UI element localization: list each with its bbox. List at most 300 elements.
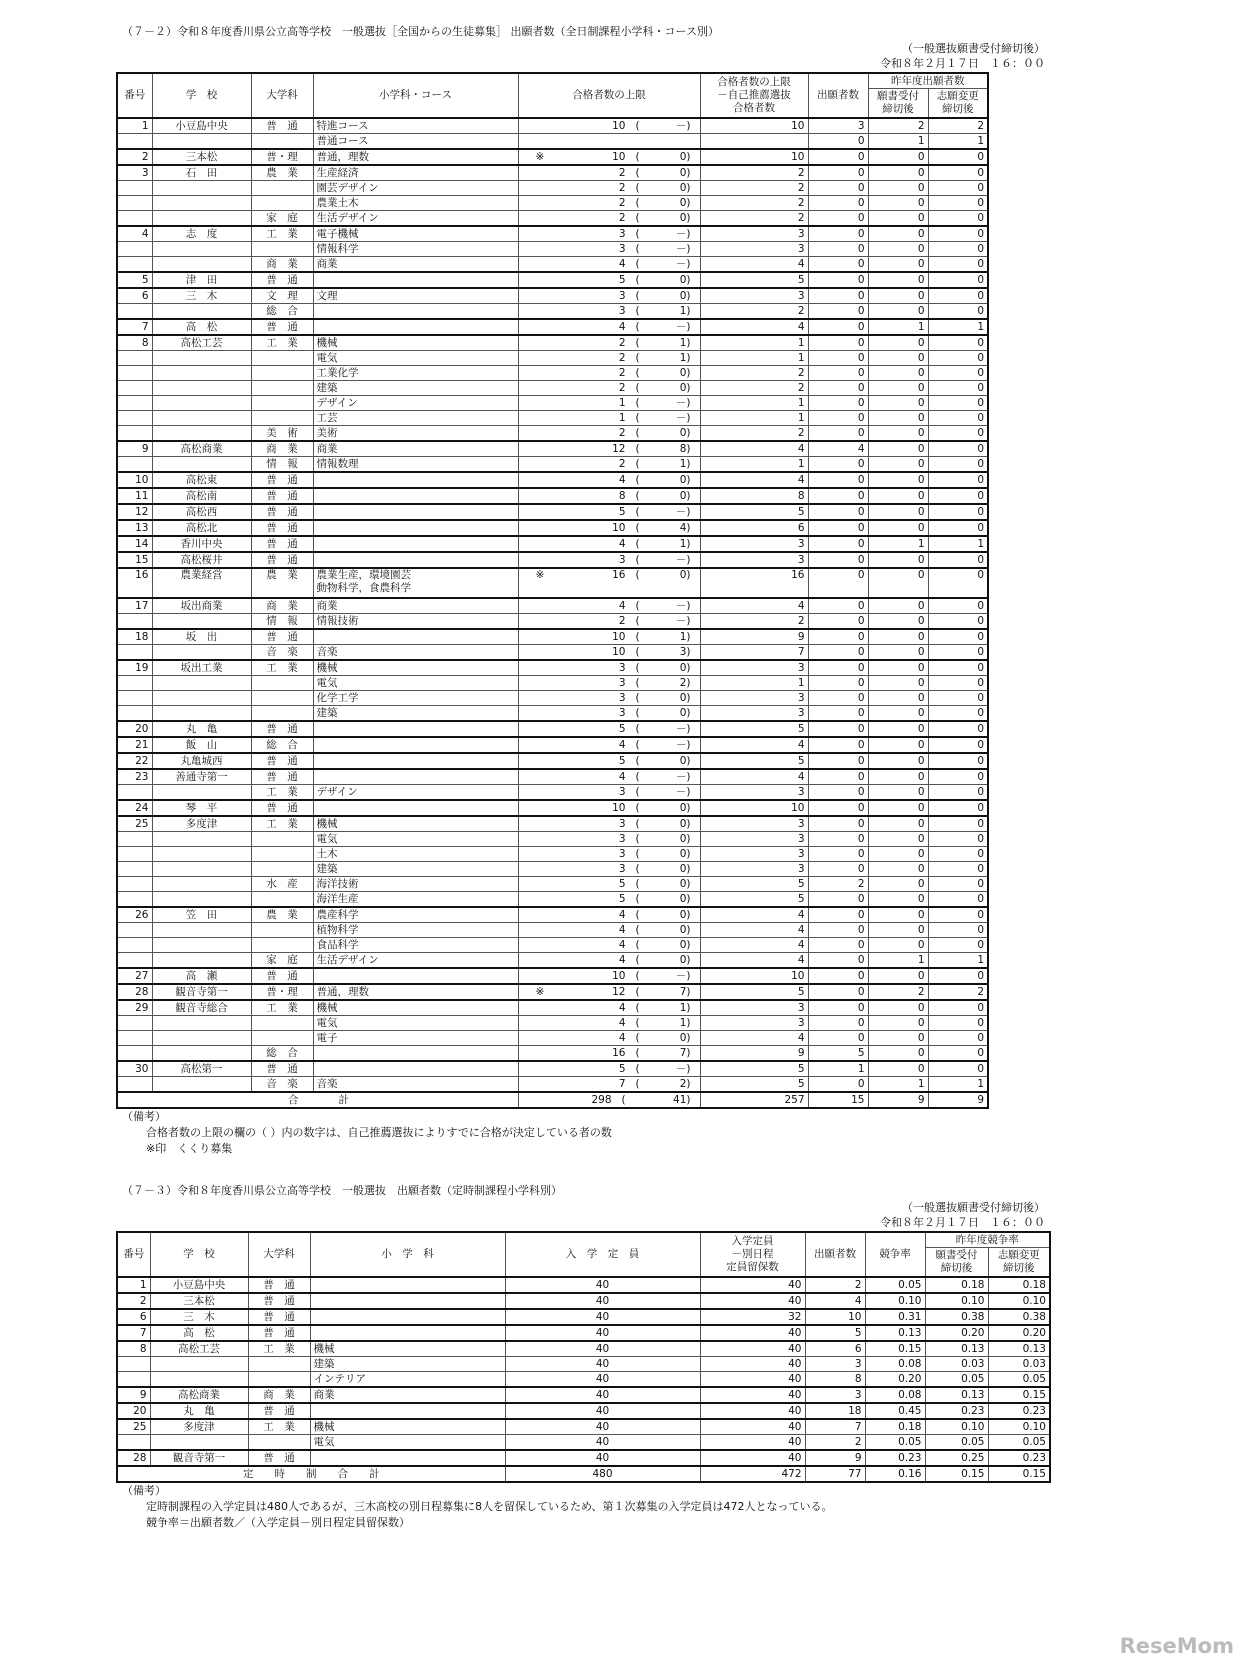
limit-cell bbox=[518, 304, 700, 320]
net-capacity: 40 bbox=[700, 1277, 805, 1293]
prior-accepted: － bbox=[675, 411, 687, 424]
net-limit: 2 bbox=[700, 196, 808, 211]
kukuri-mark bbox=[522, 458, 596, 471]
prev-receipt: 0 bbox=[868, 629, 928, 645]
limit-value: 10 bbox=[612, 969, 626, 982]
net-limit: 1 bbox=[700, 411, 808, 426]
prev-change: 0 bbox=[928, 335, 988, 351]
limit-cell bbox=[518, 257, 700, 273]
limit-value: 5 bbox=[618, 754, 626, 767]
prev-change: 0 bbox=[928, 907, 988, 923]
limit-cell bbox=[518, 862, 700, 877]
applicants: 0 bbox=[808, 257, 868, 273]
capacity: 40 bbox=[505, 1387, 700, 1403]
row-number: 29 bbox=[117, 1000, 152, 1016]
applicants: 0 bbox=[808, 134, 868, 150]
applicants: 0 bbox=[808, 319, 868, 335]
paren: ) bbox=[686, 923, 691, 936]
prev-receipt: 0 bbox=[868, 907, 928, 923]
course: 建築 bbox=[313, 706, 518, 722]
department bbox=[251, 1016, 313, 1031]
paren: ( bbox=[635, 754, 640, 767]
prev-change: 0.23 bbox=[988, 1403, 1050, 1419]
department: 総 合 bbox=[251, 304, 313, 320]
prior-accepted: 0 bbox=[679, 569, 687, 581]
limit-value: 4 bbox=[618, 537, 626, 550]
prior-accepted: 0 bbox=[679, 273, 687, 286]
prev-receipt: 0 bbox=[868, 645, 928, 661]
course bbox=[313, 488, 518, 504]
paren: ( bbox=[635, 1046, 640, 1059]
applicants: 0 bbox=[808, 1031, 868, 1046]
course: 機械 bbox=[310, 1419, 505, 1435]
table-row bbox=[117, 1293, 1050, 1309]
course bbox=[310, 1403, 505, 1419]
school-name: 高松南 bbox=[152, 488, 251, 504]
prev-receipt: 0 bbox=[868, 614, 928, 630]
total-ratio: 0.16 bbox=[865, 1466, 925, 1482]
prev-change: 0 bbox=[928, 568, 988, 598]
applicants: 10 bbox=[805, 1309, 865, 1325]
applicants: 0 bbox=[808, 366, 868, 381]
applicants: 9 bbox=[805, 1450, 865, 1466]
net-capacity: 32 bbox=[700, 1309, 805, 1325]
department bbox=[251, 676, 313, 691]
table-row bbox=[117, 472, 988, 488]
limit-value: 4 bbox=[618, 923, 626, 936]
limit-value: 12 bbox=[612, 985, 626, 998]
applicants: 0 bbox=[808, 984, 868, 1000]
paren: ) bbox=[686, 289, 691, 302]
course: 海洋技術 bbox=[313, 877, 518, 892]
prev-change: 1 bbox=[928, 134, 988, 150]
paren: ( bbox=[635, 457, 640, 470]
kukuri-mark bbox=[522, 939, 596, 952]
prev-receipt: 2 bbox=[868, 118, 928, 134]
department bbox=[251, 381, 313, 396]
course: 生産経済 bbox=[313, 165, 518, 181]
ratio: 0.05 bbox=[865, 1277, 925, 1293]
paren: ) bbox=[686, 862, 691, 875]
prev-change: 0 bbox=[928, 304, 988, 320]
applicants: 2 bbox=[808, 877, 868, 892]
applicants: 0 bbox=[808, 552, 868, 568]
net-limit: 2 bbox=[700, 366, 808, 381]
course bbox=[310, 1309, 505, 1325]
applicants: 0 bbox=[808, 568, 868, 598]
prev-change: 0.05 bbox=[988, 1372, 1050, 1388]
limit-value: 3 bbox=[618, 553, 626, 566]
limit-cell bbox=[518, 226, 700, 242]
course: 機械 bbox=[313, 660, 518, 676]
net-limit: 5 bbox=[700, 1061, 808, 1077]
limit-value: 2 bbox=[618, 336, 626, 349]
row-number: 15 bbox=[117, 552, 152, 568]
prev-receipt: 0.10 bbox=[925, 1293, 988, 1309]
prev-receipt: 0 bbox=[868, 149, 928, 165]
table-row bbox=[117, 800, 988, 816]
applicants: 0 bbox=[808, 335, 868, 351]
course: 機械 bbox=[313, 816, 518, 832]
applicants: 0 bbox=[808, 598, 868, 614]
row-number bbox=[117, 862, 152, 877]
course: 商業 bbox=[313, 441, 518, 457]
row-number: 14 bbox=[117, 536, 152, 552]
net-capacity: 40 bbox=[700, 1357, 805, 1372]
paren: ( bbox=[635, 336, 640, 349]
ratio: 0.15 bbox=[865, 1341, 925, 1357]
limit-value: 7 bbox=[618, 1077, 626, 1090]
kukuri-mark bbox=[522, 771, 596, 784]
prev-change: 0 bbox=[928, 381, 988, 396]
paren: ( bbox=[635, 505, 640, 518]
applicants: 8 bbox=[805, 1372, 865, 1388]
prev-receipt: 0 bbox=[868, 520, 928, 536]
net-capacity: 40 bbox=[700, 1435, 805, 1451]
school-name: 高松西 bbox=[152, 504, 251, 520]
prior-accepted: 0 bbox=[679, 892, 687, 905]
table-row bbox=[117, 614, 988, 630]
kukuri-mark bbox=[522, 848, 596, 861]
limit-value: 4 bbox=[618, 257, 626, 270]
department: 音 楽 bbox=[251, 1077, 313, 1093]
capacity: 40 bbox=[505, 1450, 700, 1466]
row-number: 20 bbox=[117, 721, 152, 737]
course: デザイン bbox=[313, 785, 518, 801]
kukuri-mark bbox=[522, 522, 596, 535]
prev-change: 0 bbox=[928, 426, 988, 442]
limit-cell bbox=[518, 938, 700, 953]
paren: ) bbox=[686, 351, 691, 364]
prev-change: 0 bbox=[928, 242, 988, 257]
table-row bbox=[117, 769, 988, 785]
course: 普通，理数 bbox=[313, 984, 518, 1000]
kukuri-mark bbox=[522, 182, 596, 195]
paren: ( bbox=[635, 938, 640, 951]
prev-change: 0 bbox=[928, 520, 988, 536]
row-number bbox=[117, 614, 152, 630]
row-number bbox=[117, 134, 152, 150]
prior-accepted: 0 bbox=[679, 706, 687, 719]
prior-accepted: 0 bbox=[679, 196, 687, 209]
school-name bbox=[150, 1372, 248, 1388]
net-capacity: 40 bbox=[700, 1403, 805, 1419]
row-number bbox=[117, 892, 152, 908]
limit-cell bbox=[518, 706, 700, 722]
net-limit: 4 bbox=[700, 769, 808, 785]
row-number bbox=[117, 304, 152, 320]
section-fulltime bbox=[116, 24, 1051, 1157]
table-row bbox=[117, 645, 988, 661]
paren: ) bbox=[686, 676, 691, 689]
school-name bbox=[150, 1357, 248, 1372]
prev-change: 2 bbox=[928, 984, 988, 1000]
paren: ) bbox=[686, 630, 691, 643]
limit-value: 5 bbox=[618, 505, 626, 518]
prev-change: 0 bbox=[928, 457, 988, 473]
paren: ( bbox=[635, 614, 640, 627]
department: 普 通 bbox=[251, 272, 313, 288]
department: 情 報 bbox=[251, 457, 313, 473]
kukuri-mark bbox=[522, 833, 596, 846]
department bbox=[251, 832, 313, 847]
net-limit: 16 bbox=[700, 568, 808, 598]
paren: ( bbox=[635, 442, 640, 455]
school-name: 高松桜井 bbox=[152, 552, 251, 568]
limit-cell bbox=[518, 134, 700, 150]
applicants: 0 bbox=[808, 938, 868, 953]
limit-value: 2 bbox=[618, 211, 626, 224]
applicants: 0 bbox=[808, 1000, 868, 1016]
prev-change: 0 bbox=[928, 923, 988, 938]
applicants: 18 bbox=[805, 1403, 865, 1419]
ratio: 0.31 bbox=[865, 1309, 925, 1325]
school-name: 高 瀬 bbox=[152, 968, 251, 984]
paren: ( bbox=[635, 569, 640, 581]
prev-change: 0 bbox=[928, 351, 988, 366]
school-name: 高松第一 bbox=[152, 1061, 251, 1077]
department: 商 業 bbox=[251, 441, 313, 457]
kukuri-mark bbox=[522, 600, 596, 613]
paren: ( bbox=[635, 227, 640, 240]
limit-value: 8 bbox=[618, 489, 626, 502]
course: 商業 bbox=[313, 598, 518, 614]
limit-cell bbox=[518, 1061, 700, 1077]
prev-change: 1 bbox=[928, 536, 988, 552]
paren: ( bbox=[635, 862, 640, 875]
row-number bbox=[117, 923, 152, 938]
limit-value: 3 bbox=[618, 832, 626, 845]
limit-value: 4 bbox=[618, 953, 626, 966]
prev-receipt: 0 bbox=[868, 472, 928, 488]
course: 化学工学 bbox=[313, 691, 518, 706]
kukuri-mark bbox=[522, 321, 596, 334]
prev-receipt: 0 bbox=[868, 335, 928, 351]
table-row bbox=[117, 598, 988, 614]
school-name bbox=[152, 426, 251, 442]
net-limit: 1 bbox=[700, 351, 808, 366]
net-limit: 4 bbox=[700, 441, 808, 457]
school-name: 志 度 bbox=[152, 226, 251, 242]
table-row bbox=[117, 134, 988, 150]
paren: ) bbox=[686, 691, 691, 704]
table-row bbox=[117, 1277, 1050, 1293]
paren: ) bbox=[686, 381, 691, 394]
department bbox=[248, 1372, 310, 1388]
kukuri-mark bbox=[522, 538, 596, 551]
prev-receipt: 0.13 bbox=[925, 1387, 988, 1403]
limit-cell bbox=[518, 411, 700, 426]
prev-change: 0 bbox=[928, 1000, 988, 1016]
limit-cell bbox=[518, 118, 700, 134]
course: 食品科学 bbox=[313, 938, 518, 953]
school-name: 観音寺総合 bbox=[152, 1000, 251, 1016]
limit-cell bbox=[518, 536, 700, 552]
prev-change: 0 bbox=[928, 629, 988, 645]
prior-accepted: 0 bbox=[679, 923, 687, 936]
net-limit: 2 bbox=[700, 304, 808, 320]
course: 農業生産，環境園芸 動物科学，食農科学 bbox=[313, 568, 518, 598]
limit-value: 3 bbox=[618, 304, 626, 317]
row-number: 27 bbox=[117, 968, 152, 984]
school-name bbox=[152, 381, 251, 396]
paren: ) bbox=[686, 847, 691, 860]
prev-change: 0 bbox=[928, 862, 988, 877]
applicants: 1 bbox=[808, 1061, 868, 1077]
paren: ( bbox=[635, 196, 640, 209]
table-row bbox=[117, 1435, 1050, 1451]
limit-value: 1 bbox=[618, 396, 626, 409]
table-row bbox=[117, 441, 988, 457]
capacity: 40 bbox=[505, 1357, 700, 1372]
table-row bbox=[117, 1325, 1050, 1341]
course: 音楽 bbox=[313, 1077, 518, 1093]
department: 普 通 bbox=[248, 1309, 310, 1325]
table-row bbox=[117, 1419, 1050, 1435]
applicants: 0 bbox=[808, 181, 868, 196]
kukuri-mark bbox=[522, 755, 596, 768]
applicants: 0 bbox=[808, 288, 868, 304]
prev-change: 0 bbox=[928, 847, 988, 862]
course bbox=[313, 629, 518, 645]
school-name: 高 松 bbox=[152, 319, 251, 335]
net-limit: 3 bbox=[700, 242, 808, 257]
applicants: 0 bbox=[808, 785, 868, 801]
applicants: 0 bbox=[808, 488, 868, 504]
header-ratio: 競争率 bbox=[865, 1232, 925, 1277]
row-number bbox=[117, 847, 152, 862]
prev-receipt: 0 bbox=[868, 968, 928, 984]
limit-cell bbox=[518, 196, 700, 211]
limit-value: 4 bbox=[618, 1001, 626, 1014]
course bbox=[313, 769, 518, 785]
net-limit: 4 bbox=[700, 907, 808, 923]
net-capacity: 40 bbox=[700, 1372, 805, 1388]
limit-cell bbox=[518, 1000, 700, 1016]
limit-value: 16 bbox=[612, 569, 626, 581]
paren: ( bbox=[635, 599, 640, 612]
prev-change: 0 bbox=[928, 257, 988, 273]
kukuri-mark bbox=[522, 554, 596, 567]
department: 普 通 bbox=[251, 769, 313, 785]
paren: ) bbox=[686, 645, 691, 658]
department: 音 楽 bbox=[251, 645, 313, 661]
limit-value: 10 bbox=[612, 119, 626, 132]
net-limit: 3 bbox=[700, 785, 808, 801]
net-limit: 5 bbox=[700, 984, 808, 1000]
course: 普通，理数 bbox=[313, 149, 518, 165]
net-limit: 6 bbox=[700, 520, 808, 536]
limit-value: 2 bbox=[618, 381, 626, 394]
table-row bbox=[117, 1357, 1050, 1372]
section2-remark-0: （備考） bbox=[122, 1484, 166, 1497]
prior-accepted: 1 bbox=[679, 1016, 687, 1029]
net-limit: 3 bbox=[700, 691, 808, 706]
paren: ) bbox=[686, 411, 691, 424]
course: 建築 bbox=[310, 1357, 505, 1372]
school-name: 三本松 bbox=[150, 1293, 248, 1309]
prior-accepted: － bbox=[675, 396, 687, 409]
table-row bbox=[117, 196, 988, 211]
row-number bbox=[117, 785, 152, 801]
paren: ( bbox=[635, 489, 640, 502]
paren: ( bbox=[635, 645, 640, 658]
limit-cell bbox=[518, 288, 700, 304]
department: 商 業 bbox=[251, 257, 313, 273]
limit-value: 4 bbox=[618, 1016, 626, 1029]
table-row bbox=[117, 319, 988, 335]
section1-remark-1: 合格者数の上限の欄の（ ）内の数字は、自己推薦選抜によりすでに合格が決定している者の数 bbox=[146, 1126, 612, 1139]
row-number: 26 bbox=[117, 907, 152, 923]
prev-change: 0 bbox=[928, 196, 988, 211]
course bbox=[310, 1277, 505, 1293]
course: 機械 bbox=[313, 335, 518, 351]
total-prev2: 9 bbox=[928, 1092, 988, 1108]
department: 普 通 bbox=[251, 488, 313, 504]
section1-date: 令和８年２月１７日 １６：００ bbox=[880, 57, 1045, 70]
prev-change: 0 bbox=[928, 366, 988, 381]
header-no: 番号 bbox=[117, 73, 152, 118]
row-number: 16 bbox=[117, 568, 152, 598]
limit-cell bbox=[518, 968, 700, 984]
row-number bbox=[117, 1031, 152, 1046]
row-number: 24 bbox=[117, 800, 152, 816]
net-capacity: 40 bbox=[700, 1325, 805, 1341]
prior-accepted: 1 bbox=[679, 457, 687, 470]
prior-accepted: － bbox=[675, 227, 687, 240]
department: 農 業 bbox=[251, 568, 313, 598]
row-number: 4 bbox=[117, 226, 152, 242]
table-row bbox=[117, 691, 988, 706]
net-limit: 5 bbox=[700, 892, 808, 908]
row-number bbox=[117, 426, 152, 442]
prev-receipt: 0 bbox=[868, 737, 928, 753]
table-row bbox=[117, 568, 988, 598]
department bbox=[251, 411, 313, 426]
prev-change: 0 bbox=[928, 488, 988, 504]
prev-receipt: 0.25 bbox=[925, 1450, 988, 1466]
table-row bbox=[117, 706, 988, 722]
row-number bbox=[117, 691, 152, 706]
limit-cell bbox=[518, 426, 700, 442]
header-prev2: 志願変更 締切後 bbox=[988, 1248, 1050, 1278]
applicants: 5 bbox=[808, 1046, 868, 1062]
prev-receipt: 0 bbox=[868, 351, 928, 366]
prev-change: 0 bbox=[928, 472, 988, 488]
kukuri-mark bbox=[522, 443, 596, 456]
header-dept: 大学科 bbox=[248, 1232, 310, 1277]
paren: ) bbox=[686, 801, 691, 814]
school-name: 丸亀城西 bbox=[152, 753, 251, 769]
limit-cell bbox=[518, 552, 700, 568]
applicants: 0 bbox=[808, 862, 868, 877]
prior-accepted: 2 bbox=[679, 1077, 687, 1090]
paren: ( bbox=[635, 289, 640, 302]
row-number bbox=[117, 396, 152, 411]
department bbox=[251, 366, 313, 381]
net-limit: 3 bbox=[700, 816, 808, 832]
school-name bbox=[152, 785, 251, 801]
prev-receipt: 0.18 bbox=[925, 1277, 988, 1293]
paren: ) bbox=[686, 273, 691, 286]
net-limit: 2 bbox=[700, 614, 808, 630]
paren: ) bbox=[686, 489, 691, 502]
department: 普 通 bbox=[251, 536, 313, 552]
prev-receipt: 0 bbox=[868, 1031, 928, 1046]
course: 電子機械 bbox=[313, 226, 518, 242]
limit-cell bbox=[518, 769, 700, 785]
prior-accepted: 4 bbox=[679, 521, 687, 534]
